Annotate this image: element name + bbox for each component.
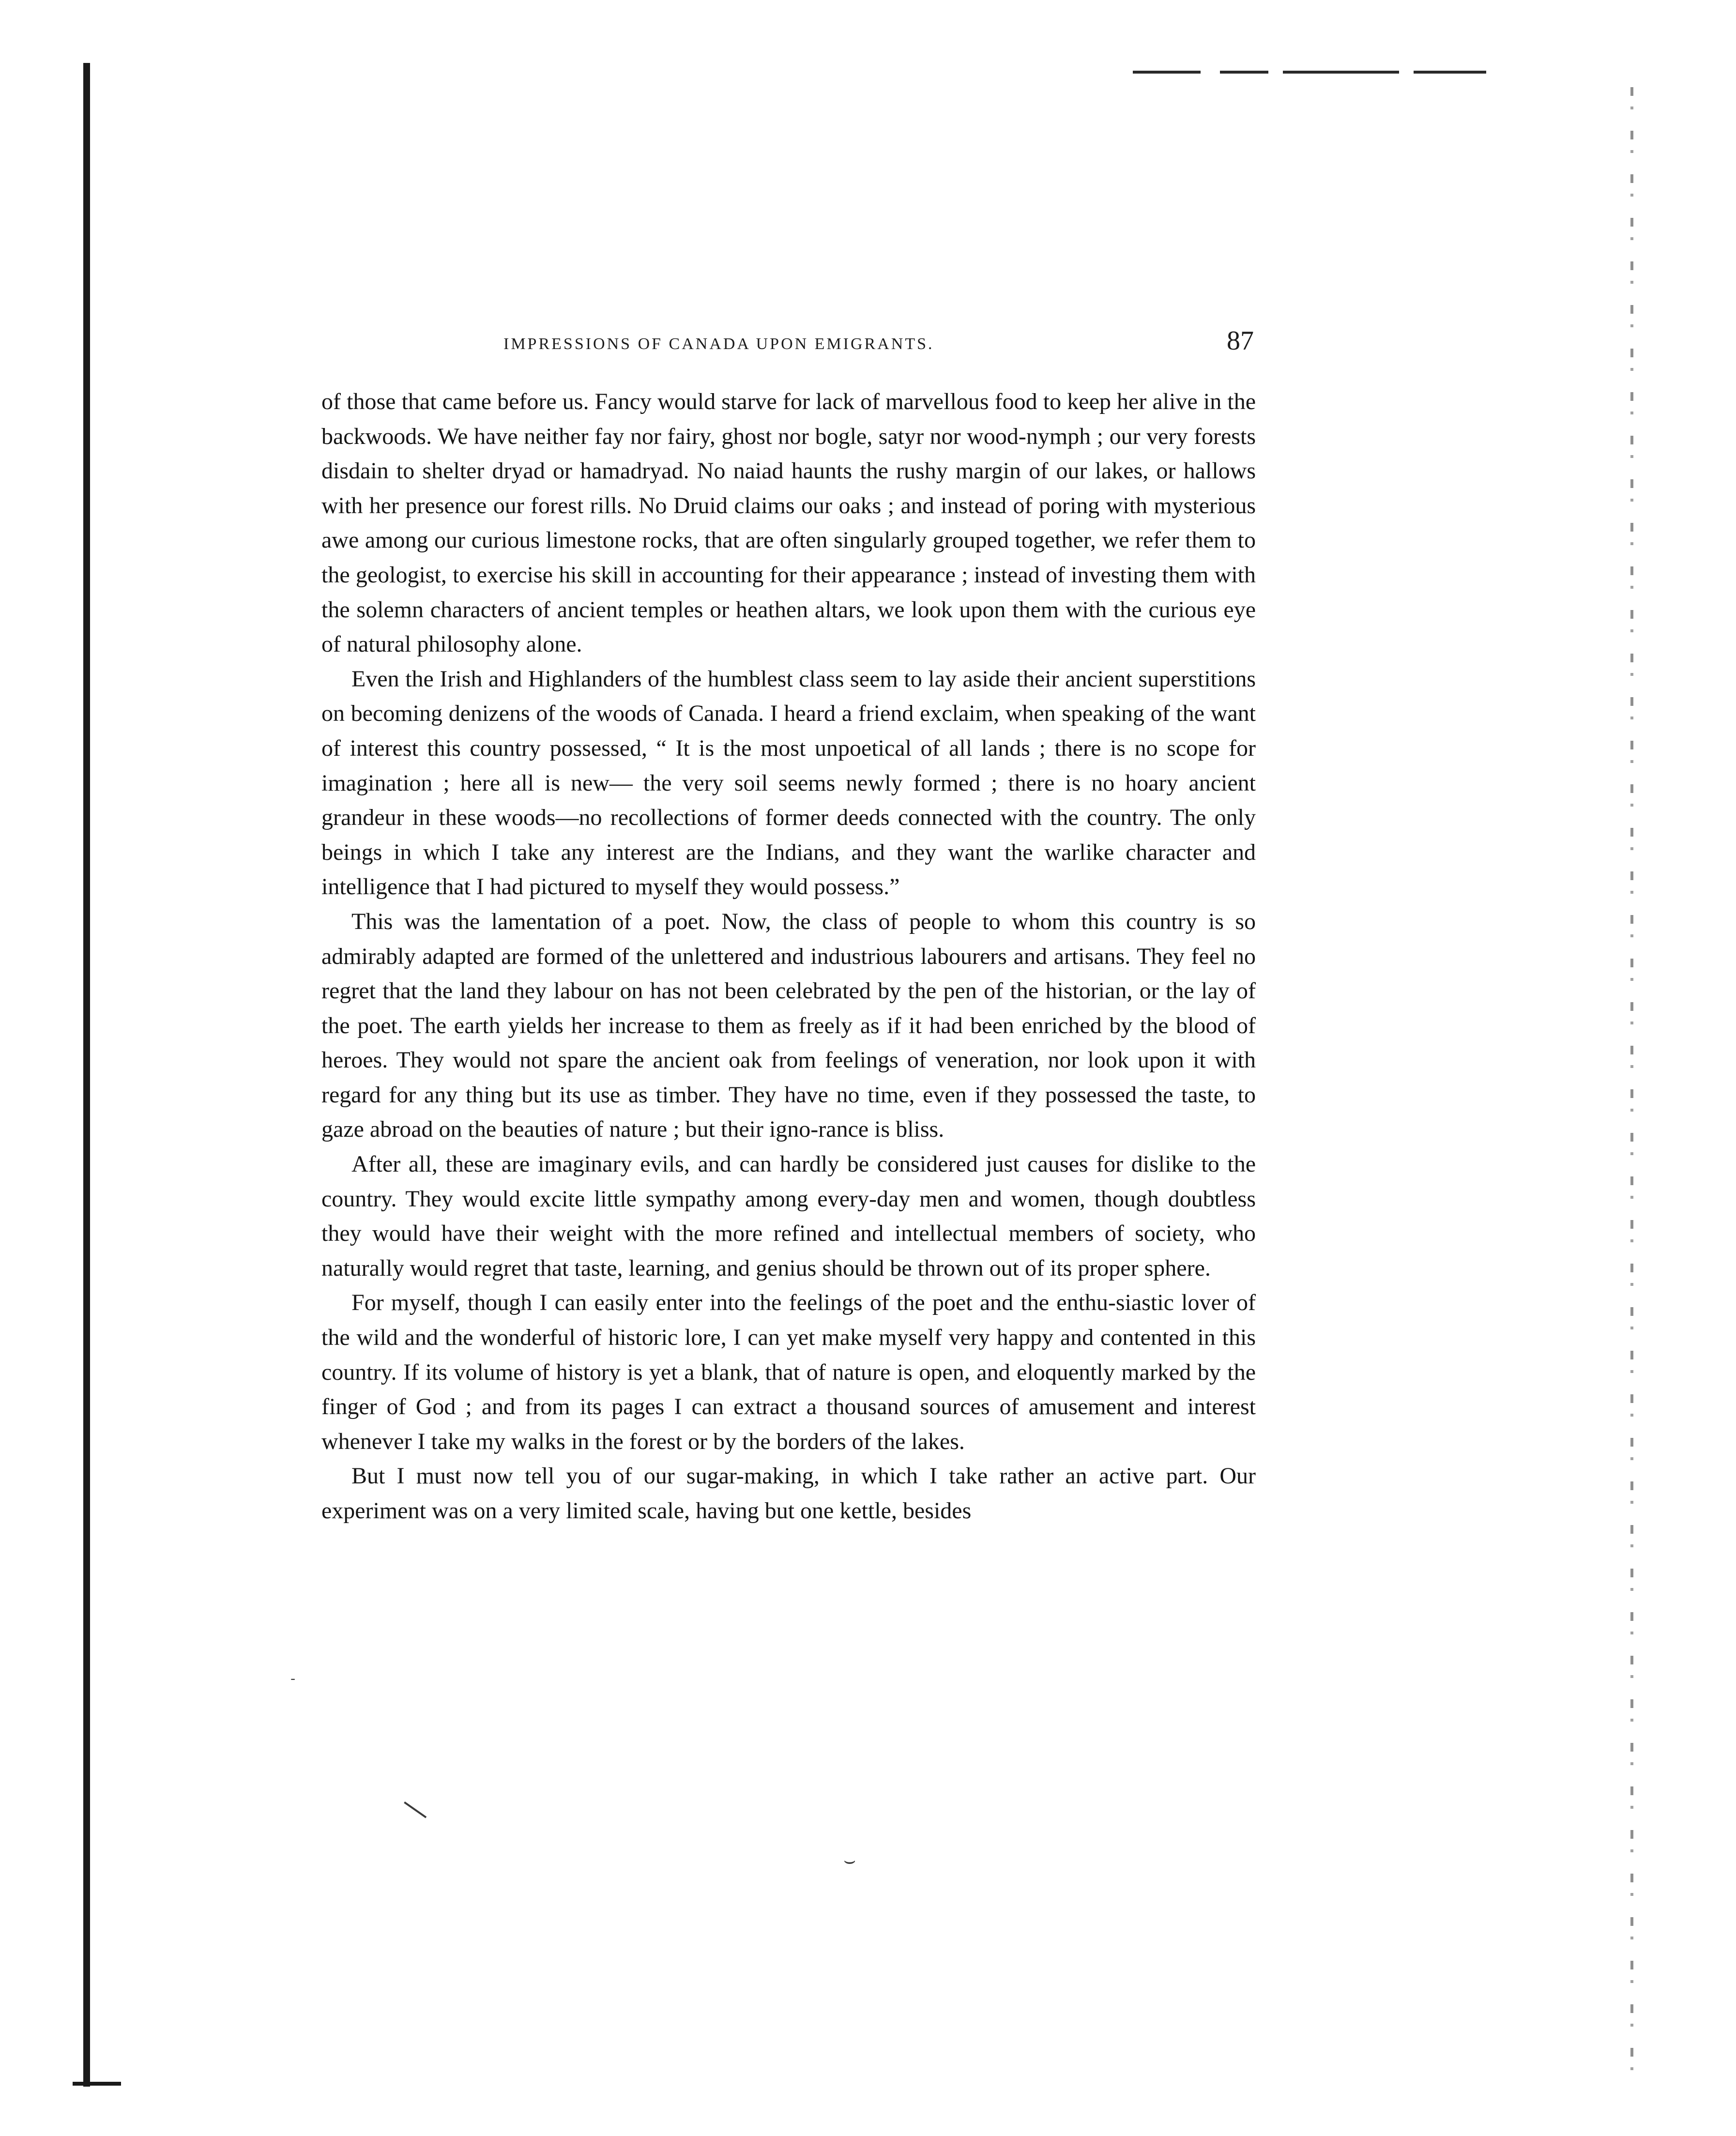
top-edge-rule <box>1283 71 1399 74</box>
binding-gutter-foot <box>73 2082 121 2086</box>
paragraph: Even the Irish and Highlanders of the humblest class seem to lay aside their ancient superstitions on becoming denizens of the woods of Canada. I heard a friend exclaim, when speaking of the want of interest this country possessed, “ It is the most unpoetical of all lands ; there is no scope for imagination ; here all is new— the very soil seems newly formed ; there is no hoary ancient grandeur in these woods—no recollections of former deeds connected with the country. The only beings in which I take any interest are the Indians, and they want the warlike character and intelligence that I had pictured to myself they would possess.” <box>321 666 1256 900</box>
binding-gutter-line <box>83 63 90 2087</box>
ink-stroke: — <box>395 1786 438 1831</box>
top-edge-rule <box>1133 71 1201 74</box>
ink-speck: - <box>290 1670 296 1687</box>
paragraph: But I must now tell you of our sugar-making, in which I take rather an active part. Our experiment was on a very limited scale, having but one kettle, besides <box>321 1463 1256 1524</box>
body-text <box>321 384 1256 1528</box>
page-number: 87 <box>1227 326 1254 356</box>
ink-speck: ⌣ <box>843 1849 856 1872</box>
page-right-edge <box>1630 87 1633 2082</box>
top-edge-rule <box>1414 71 1486 74</box>
running-head: IMPRESSIONS OF CANADA UPON EMIGRANTS. <box>503 335 934 353</box>
paragraph: This was the lamentation of a poet. Now, the class of people to whom this country is so admirably adapted are formed of the unlettered and industrious labourers and artisans. They feel no regret that the land they labour on has not been celebrated by the pen of the historian, or the lay of the poet. The earth yields her increase to them as freely as if it had been enriched by the blood of heroes. They would not spare the ancient oak from feelings of veneration, nor look upon it with regard for any thing but its use as timber. They have no time, even if they possessed the taste, to gaze abroad on the beauties of nature ; but their igno-rance is bliss. <box>321 908 1256 1143</box>
top-edge-rule <box>1220 71 1268 74</box>
paragraph: of those that came before us. Fancy would starve for lack of marvellous food to keep her alive in the backwoods. We have neither fay nor fairy, ghost nor bogle, satyr nor wood-nymph ; our very forests disdain to shelter dryad or hamadryad. No naiad haunts the rushy margin of our lakes, or hallows with her presence our forest rills. No Druid claims our oaks ; and instead of poring with mysterious awe among our curious limestone rocks, that are often singularly grouped together, we refer them to the geologist, to exercise his skill in accounting for their appearance ; instead of investing them with the solemn characters of ancient temples or heathen altars, we look upon them with the curious eye of natural philosophy alone. <box>321 389 1256 657</box>
paragraph: After all, these are imaginary evils, and can hardly be considered just causes for dislike to the country. They would excite little sympathy among every-day men and women, though doubtless they would have their weight with the more refined and intellectual members of society, who naturally would regret that taste, learning, and genius should be thrown out of its proper sphere. <box>321 1151 1256 1281</box>
paragraph: For myself, though I can easily enter into the feelings of the poet and the enthu-siastic lover of the wild and the wonderful of historic lore, I can yet make myself very happy and contented in this country. If its volume of history is yet a blank, that of nature is open, and eloquently marked by the finger of God ; and from its pages I can extract a thousand sources of amusement and interest whenever I take my walks in the forest or by the borders of the lakes. <box>321 1290 1256 1454</box>
